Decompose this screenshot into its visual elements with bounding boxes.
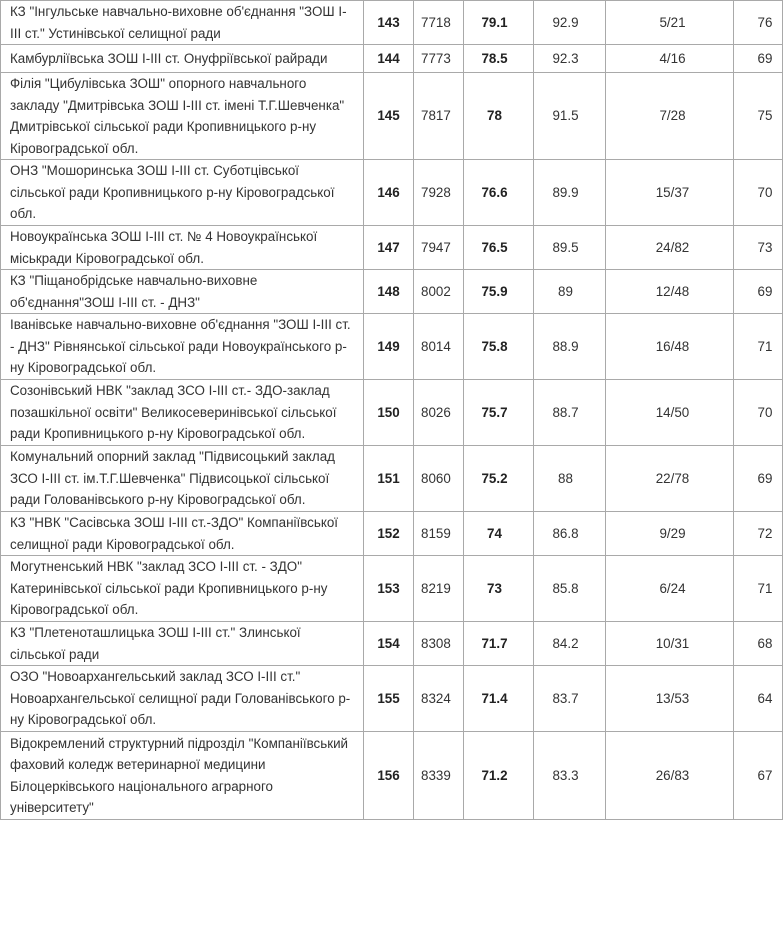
position-cell: 8308: [414, 622, 464, 666]
position-cell: 7773: [414, 45, 464, 73]
ratio-cell: 14/50: [606, 380, 734, 446]
score-cell: 71.7: [464, 622, 534, 666]
score-cell: 75.7: [464, 380, 534, 446]
rank-cell: 143: [364, 1, 414, 45]
percent-cell: 89.9: [534, 160, 606, 226]
percent-cell: 89: [534, 270, 606, 314]
ratio-cell: 7/28: [606, 73, 734, 160]
score-cell: 79.1: [464, 1, 534, 45]
ratio-cell: 24/82: [606, 226, 734, 270]
table-body: [1, 1, 783, 820]
ratio-cell: 12/48: [606, 270, 734, 314]
value-cell: 69: [734, 45, 783, 73]
table-row: [1, 270, 783, 314]
score-cell: 74: [464, 512, 534, 556]
rank-cell: 144: [364, 45, 414, 73]
school-name-cell: КЗ "Плетеноташлицька ЗОШ І-ІІІ ст." Злинської сільської ради: [1, 622, 364, 666]
school-name-cell: Созонівський НВК "заклад ЗСО І-ІІІ ст.- ЗДО-заклад позашкільної освіти" Великосеверинівської сільської ради Кропивницького р-ну Кіровоградської обл.: [1, 380, 364, 446]
percent-cell: 91.5: [534, 73, 606, 160]
value-cell: 75: [734, 73, 783, 160]
school-name-cell: КЗ "Інгульське навчально-виховне об'єднання "ЗОШ І-ІІІ ст." Устинівської селищної ради: [1, 1, 364, 45]
score-cell: 75.9: [464, 270, 534, 314]
rank-cell: 148: [364, 270, 414, 314]
value-cell: 70: [734, 160, 783, 226]
rank-cell: 146: [364, 160, 414, 226]
score-cell: 78.5: [464, 45, 534, 73]
percent-cell: 88.9: [534, 314, 606, 380]
table-row: [1, 226, 783, 270]
value-cell: 76: [734, 1, 783, 45]
score-cell: 71.2: [464, 732, 534, 820]
position-cell: 8026: [414, 380, 464, 446]
value-cell: 69: [734, 446, 783, 512]
percent-cell: 83.3: [534, 732, 606, 820]
percent-cell: 83.7: [534, 666, 606, 732]
school-name-cell: Комунальний опорний заклад "Підвисоцький заклад ЗСО І-ІІІ ст. ім.Т.Г.Шевченка" Підвисоцької сільської ради Голованівського р-ну Кіровоградської обл.: [1, 446, 364, 512]
position-cell: 8002: [414, 270, 464, 314]
school-name-cell: ОЗО "Новоархангельський заклад ЗСО І-ІІІ ст." Новоархангельської селищної ради Голованівського р-ну Кіровоградської обл.: [1, 666, 364, 732]
position-cell: 8339: [414, 732, 464, 820]
position-cell: 8060: [414, 446, 464, 512]
ratio-cell: 16/48: [606, 314, 734, 380]
ratio-cell: 10/31: [606, 622, 734, 666]
score-cell: 73: [464, 556, 534, 622]
school-name-cell: Камбурліївська ЗОШ І-ІІІ ст. Онуфріївської райради: [1, 45, 364, 73]
table-row: [1, 666, 783, 732]
school-name-cell: Філія "Цибулівська ЗОШ" опорного навчального закладу "Дмитрівська ЗОШ І-ІІІ ст. імені Т.Г.Шевченка" Дмитрівської сільської ради Кропивницького р-ну Кіровоградської обл.: [1, 73, 364, 160]
position-cell: 7928: [414, 160, 464, 226]
percent-cell: 88.7: [534, 380, 606, 446]
rank-cell: 156: [364, 732, 414, 820]
table-row: [1, 512, 783, 556]
position-cell: 7817: [414, 73, 464, 160]
rank-cell: 145: [364, 73, 414, 160]
percent-cell: 84.2: [534, 622, 606, 666]
table-row: [1, 446, 783, 512]
rank-cell: 154: [364, 622, 414, 666]
score-cell: 76.6: [464, 160, 534, 226]
value-cell: 67: [734, 732, 783, 820]
value-cell: 71: [734, 314, 783, 380]
percent-cell: 85.8: [534, 556, 606, 622]
ratio-cell: 13/53: [606, 666, 734, 732]
rank-cell: 152: [364, 512, 414, 556]
rank-cell: 153: [364, 556, 414, 622]
value-cell: 72: [734, 512, 783, 556]
table-row: [1, 160, 783, 226]
table-row: [1, 45, 783, 73]
percent-cell: 92.9: [534, 1, 606, 45]
school-name-cell: Відокремлений структурний підрозділ "Компаніївський фаховий коледж ветеринарної медицини Білоцерківського національного аграрного університету": [1, 732, 364, 820]
score-cell: 75.2: [464, 446, 534, 512]
table-row: [1, 380, 783, 446]
percent-cell: 92.3: [534, 45, 606, 73]
school-name-cell: Могутненський НВК "заклад ЗСО І-ІІІ ст. - ЗДО" Катеринівської сільської ради Кропивницького р-ну Кіровоградської обл.: [1, 556, 364, 622]
position-cell: 7718: [414, 1, 464, 45]
table-row: [1, 314, 783, 380]
score-cell: 75.8: [464, 314, 534, 380]
position-cell: 8159: [414, 512, 464, 556]
ratio-cell: 26/83: [606, 732, 734, 820]
school-name-cell: Іванівське навчально-виховне об'єднання "ЗОШ І-ІІІ ст. - ДНЗ" Рівнянської сільської ради Новоукраїнського р-ну Кіровоградської обл.: [1, 314, 364, 380]
rank-cell: 150: [364, 380, 414, 446]
value-cell: 68: [734, 622, 783, 666]
table-row: [1, 556, 783, 622]
table-row: [1, 622, 783, 666]
percent-cell: 86.8: [534, 512, 606, 556]
ratio-cell: 4/16: [606, 45, 734, 73]
rank-cell: 147: [364, 226, 414, 270]
table-row: [1, 1, 783, 45]
school-name-cell: КЗ "НВК "Сасівська ЗОШ І-ІІІ ст.-ЗДО" Компаніївської селищної ради Кіровоградської обл.: [1, 512, 364, 556]
ratio-cell: 15/37: [606, 160, 734, 226]
value-cell: 69: [734, 270, 783, 314]
ratio-cell: 9/29: [606, 512, 734, 556]
table-row: [1, 73, 783, 160]
table-row: [1, 732, 783, 820]
position-cell: 8324: [414, 666, 464, 732]
rank-cell: 149: [364, 314, 414, 380]
rank-cell: 151: [364, 446, 414, 512]
position-cell: 8014: [414, 314, 464, 380]
score-cell: 76.5: [464, 226, 534, 270]
ratio-cell: 6/24: [606, 556, 734, 622]
ratio-cell: 5/21: [606, 1, 734, 45]
value-cell: 70: [734, 380, 783, 446]
school-name-cell: ОНЗ "Мошоринська ЗОШ І-ІІІ ст. Суботцівської сільської ради Кропивницького р-ну Кіровоградської обл.: [1, 160, 364, 226]
position-cell: 8219: [414, 556, 464, 622]
school-name-cell: КЗ "Піщанобрідське навчально-виховне об'єднання"ЗОШ І-ІІІ ст. - ДНЗ": [1, 270, 364, 314]
ratio-cell: 22/78: [606, 446, 734, 512]
percent-cell: 88: [534, 446, 606, 512]
rank-cell: 155: [364, 666, 414, 732]
value-cell: 71: [734, 556, 783, 622]
score-cell: 71.4: [464, 666, 534, 732]
value-cell: 64: [734, 666, 783, 732]
position-cell: 7947: [414, 226, 464, 270]
value-cell: 73: [734, 226, 783, 270]
school-name-cell: Новоукраїнська ЗОШ І-ІІІ ст. № 4 Новоукраїнської міськради Кіровоградської обл.: [1, 226, 364, 270]
percent-cell: 89.5: [534, 226, 606, 270]
score-cell: 78: [464, 73, 534, 160]
